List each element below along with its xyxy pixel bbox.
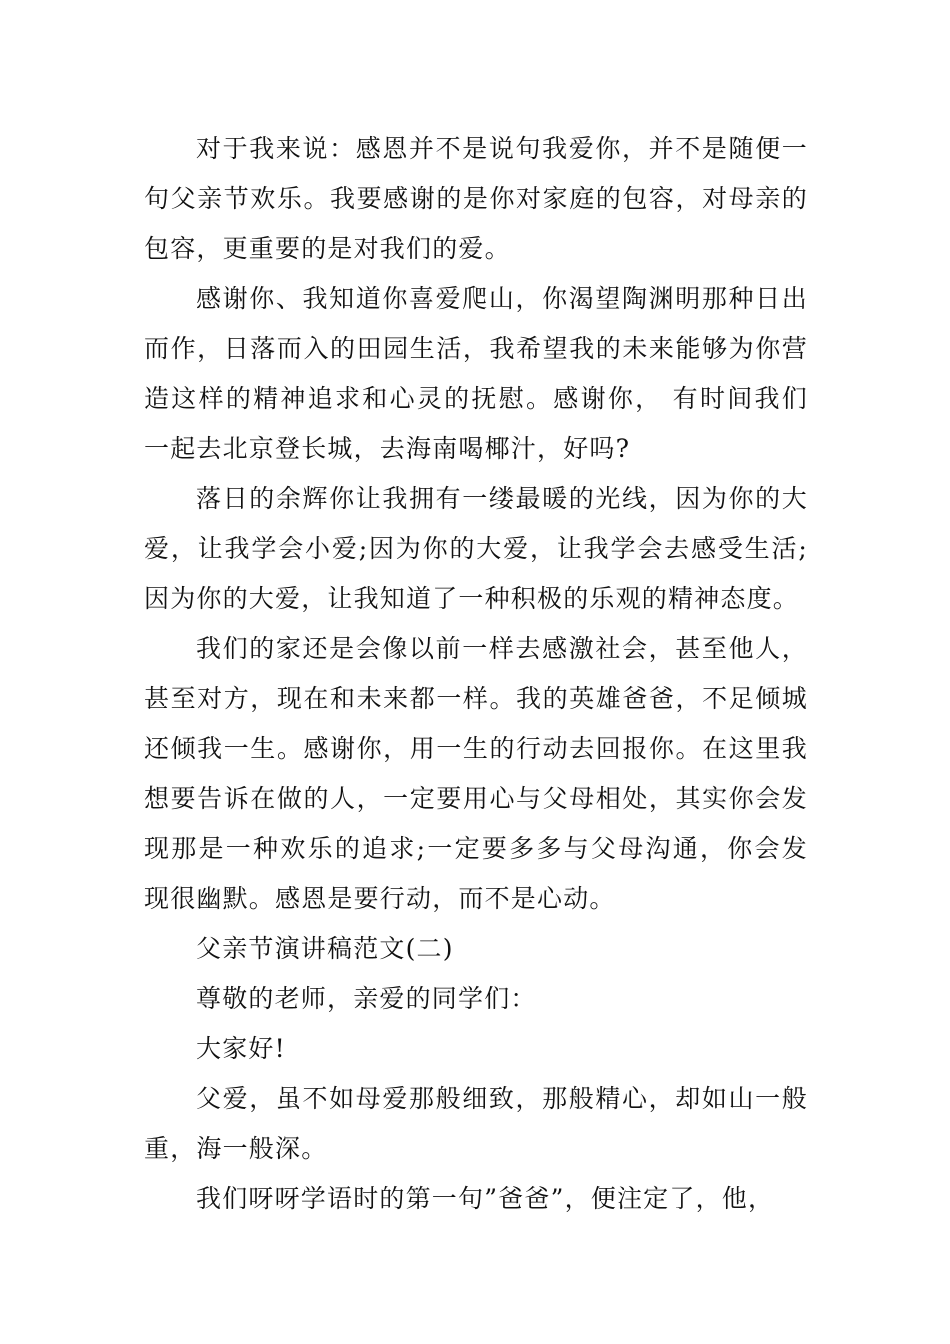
document-body	[144, 124, 808, 1224]
paragraph-gratitude-meaning: 对于我来说：感恩并不是说句我爱你，并不是随便一句父亲节欢乐。我要感谢的是你对家庭的包容，对母亲的包容，更重要的是对我们的爱。	[144, 134, 808, 263]
section-heading: 父亲节演讲稿范文(二)	[196, 934, 454, 963]
paragraph-family-hero: 我们的家还是会像以前一样去感激社会，甚至他人，甚至对方，现在和未来都一样。我的英雄爸爸，不足倾城还倾我一生。感谢你，用一生的行动去回报你。在这里我想要告诉在做的人，一定要用心与父母相处，其实你会发现那是一种欢乐的追求;一定要多多与父母沟通，你会发现很幽默。感恩是要行动，而不是心动。	[144, 634, 808, 913]
greeting: 大家好!	[196, 1034, 286, 1063]
paragraph-sunset-love: 落日的余辉你让我拥有一缕最暖的光线，因为你的大爱，让我学会小爱;因为你的大爱，让我学会去感受生活;因为你的大爱，让我知道了一种积极的乐观的精神态度。	[144, 484, 808, 613]
paragraph-thanks-mountain: 感谢你、我知道你喜爱爬山，你渴望陶渊明那种日出而作，日落而入的田园生活，我希望我的未来能够为你营造这样的精神追求和心灵的抚慰。感谢你， 有时间我们一起去北京登长城，去海南喝椰汁，好吗?	[144, 284, 808, 463]
salutation: 尊敬的老师，亲爱的同学们：	[196, 984, 537, 1013]
paragraph-first-word: 我们呀呀学语时的第一句”爸爸”，便注定了，他，	[196, 1184, 775, 1213]
paragraph-father-love: 父爱，虽不如母爱那般细致，那般精心，却如山一般重，海一般深。	[144, 1084, 808, 1163]
